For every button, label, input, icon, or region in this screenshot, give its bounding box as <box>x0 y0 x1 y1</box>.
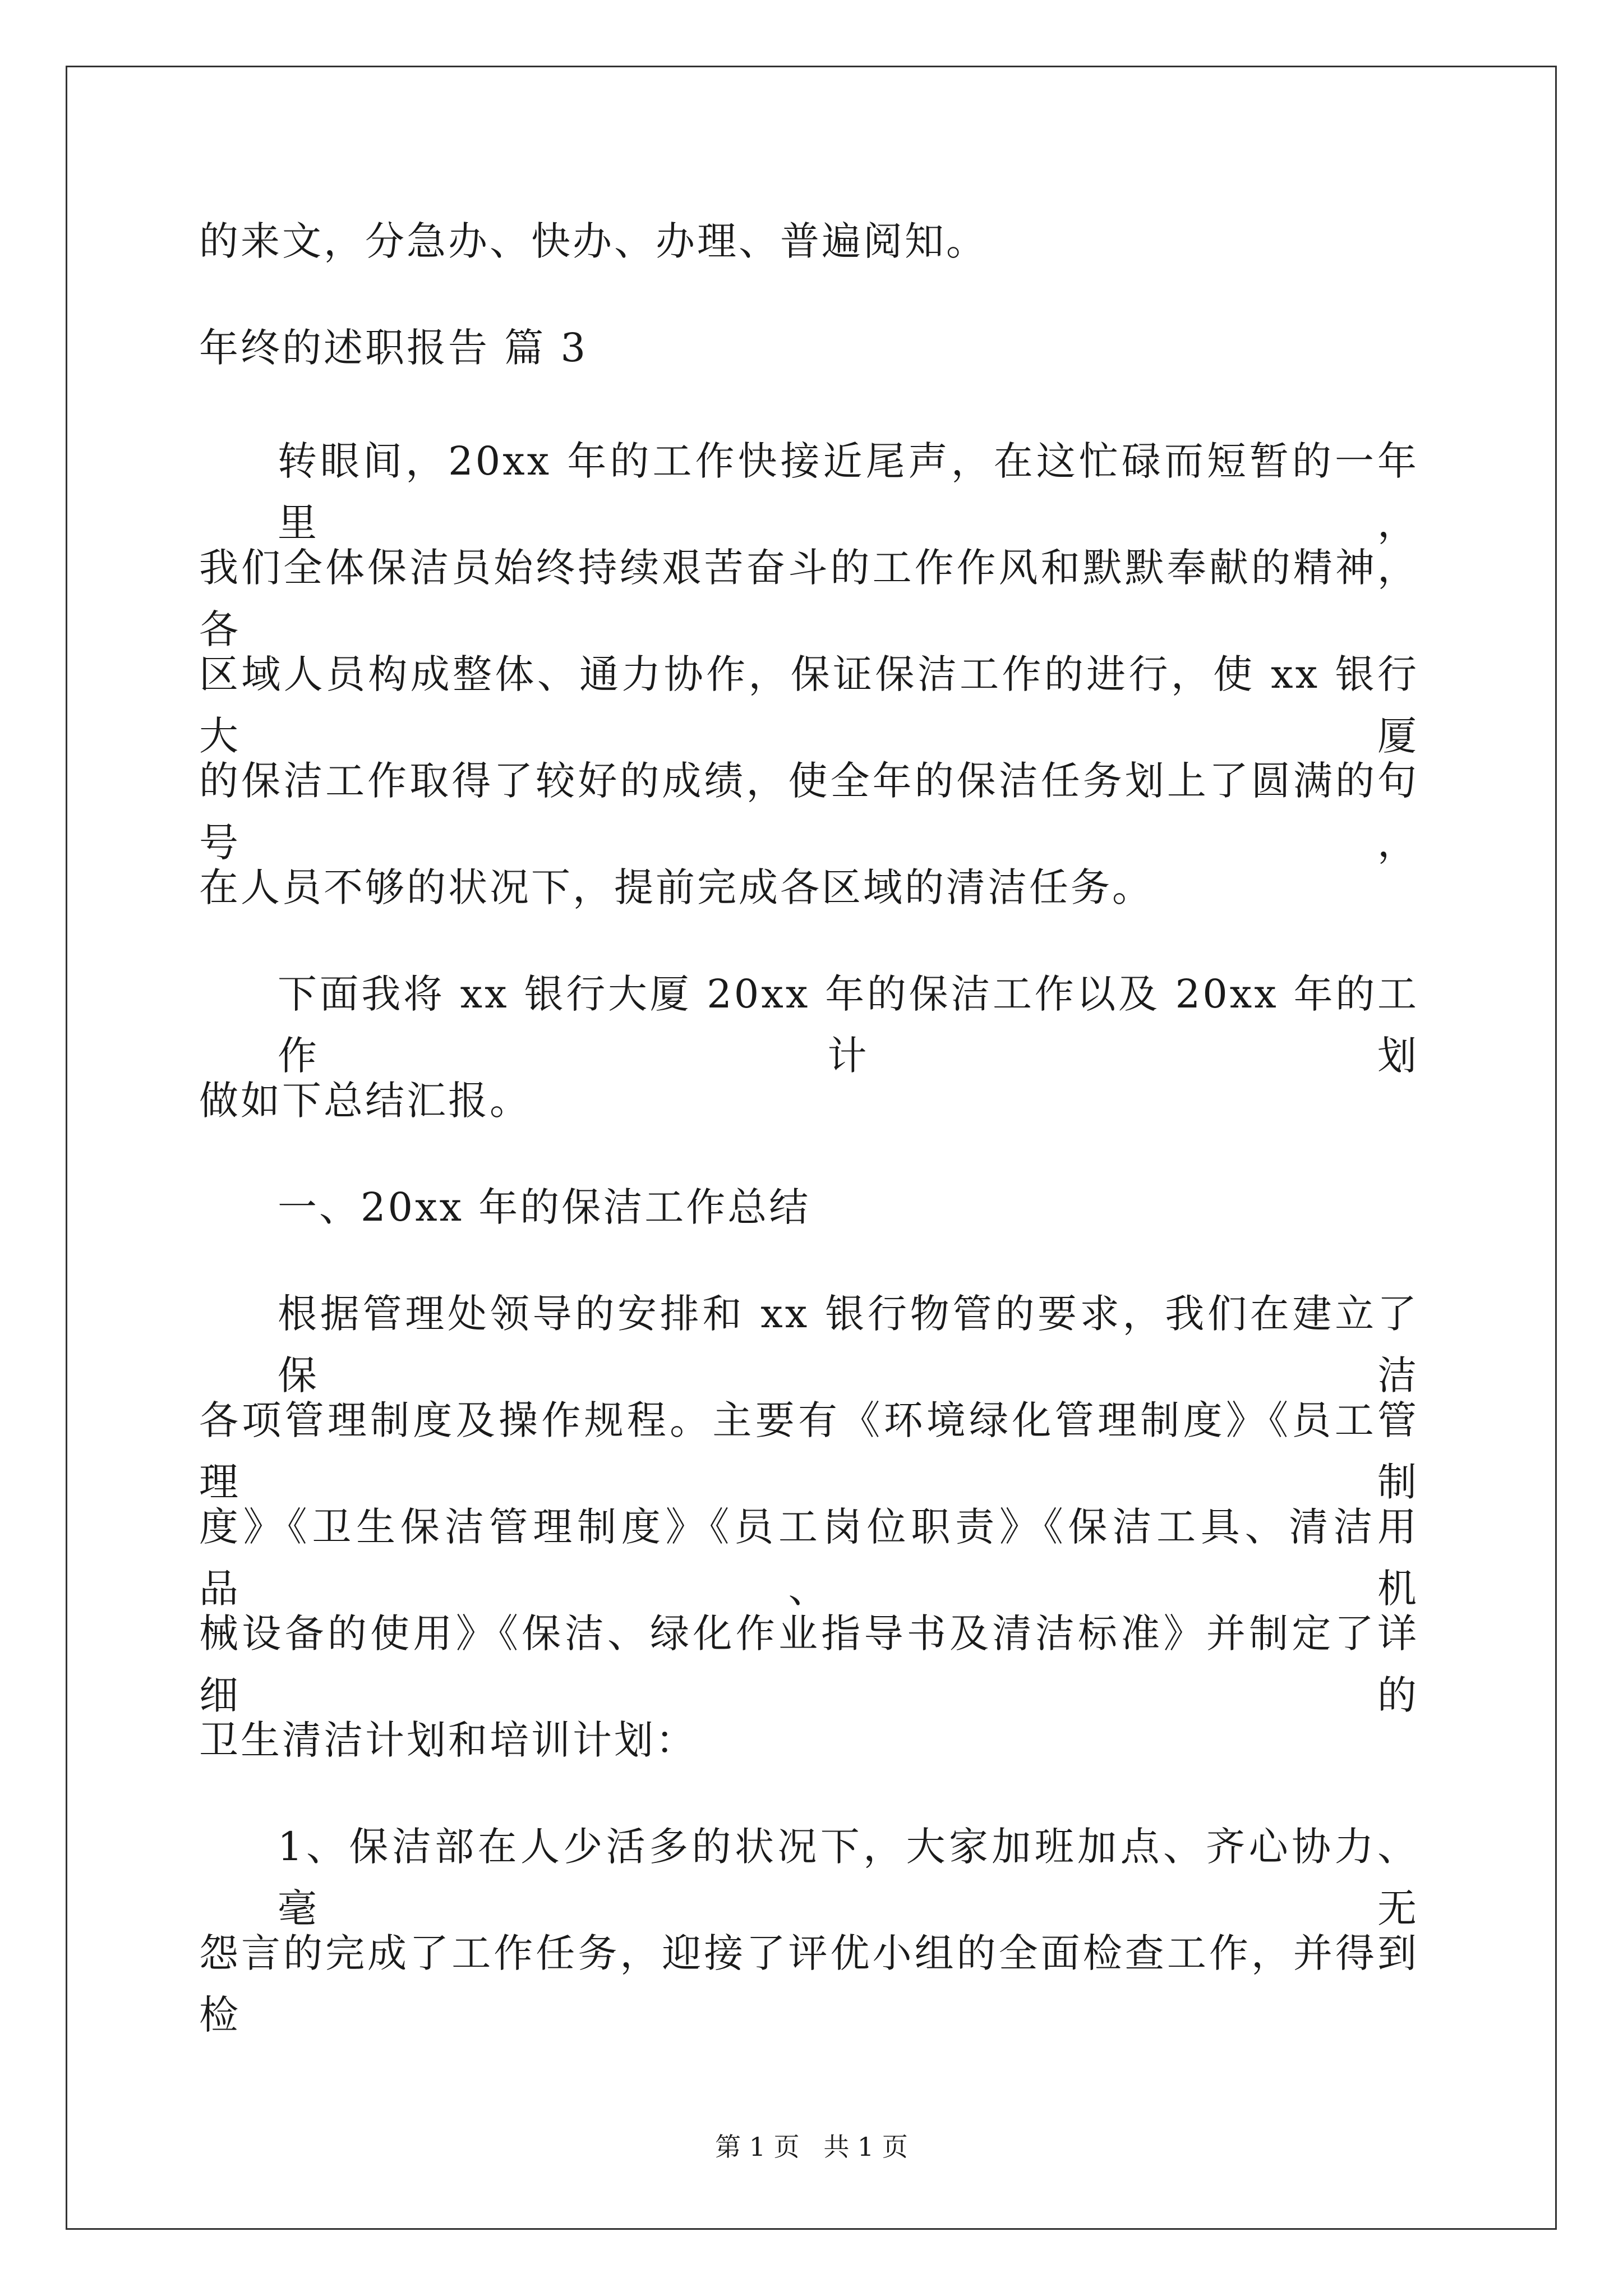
text-line: 的来文，分急办、快办、办理、普遍阅知。 <box>199 218 988 264</box>
page-footer <box>0 2127 1623 2166</box>
text-line: 的保洁工作取得了较好的成绩，使全年的保洁任务划上了圆满的句号， <box>199 758 1419 866</box>
section-heading: 年终的述职报告 篇 3 <box>199 325 588 371</box>
text-line: 下面我将 xx 银行大厦 20xx 年的保洁工作以及 20xx 年的工作计划 <box>278 971 1419 1079</box>
subheading: 一、20xx 年的保洁工作总结 <box>278 1184 811 1230</box>
text-line: 度》《卫生保洁管理制度》《员工岗位职责》《保洁工具、清洁用品、机 <box>199 1504 1419 1612</box>
text-line: 械设备的使用》《保洁、绿化作业指导书及清洁标准》并制定了详细的 <box>199 1611 1419 1718</box>
text-line: 各项管理制度及操作规程。主要有《环境绿化管理制度》《员工管理制 <box>199 1397 1419 1505</box>
text-line: 在人员不够的状况下，提前完成各区域的清洁任务。 <box>199 864 1154 910</box>
text-line: 怨言的完成了工作任务，迎接了评优小组的全面检查工作，并得到检 <box>199 1930 1419 2038</box>
text-line: 卫生清洁计划和培训计划： <box>199 1717 697 1763</box>
page-total: 共 1 页 <box>823 2132 908 2162</box>
text-line: 我们全体保洁员始终持续艰苦奋斗的工作作风和默默奉献的精神，各 <box>199 545 1419 652</box>
text-line: 转眼间，20xx 年的工作快接近尾声，在这忙碌而短暂的一年里， <box>278 438 1419 546</box>
text-line: 根据管理处领导的安排和 xx 银行物管的要求，我们在建立了保洁 <box>278 1291 1419 1398</box>
text-line: 区域人员构成整体、通力协作，保证保洁工作的进行，使 xx 银行大厦 <box>199 651 1419 759</box>
page-number: 第 1 页 <box>715 2132 800 2162</box>
text-line: 1、保洁部在人少活多的状况下，大家加班加点、齐心协力、毫无 <box>278 1824 1419 1931</box>
text-line: 做如下总结汇报。 <box>199 1078 531 1124</box>
